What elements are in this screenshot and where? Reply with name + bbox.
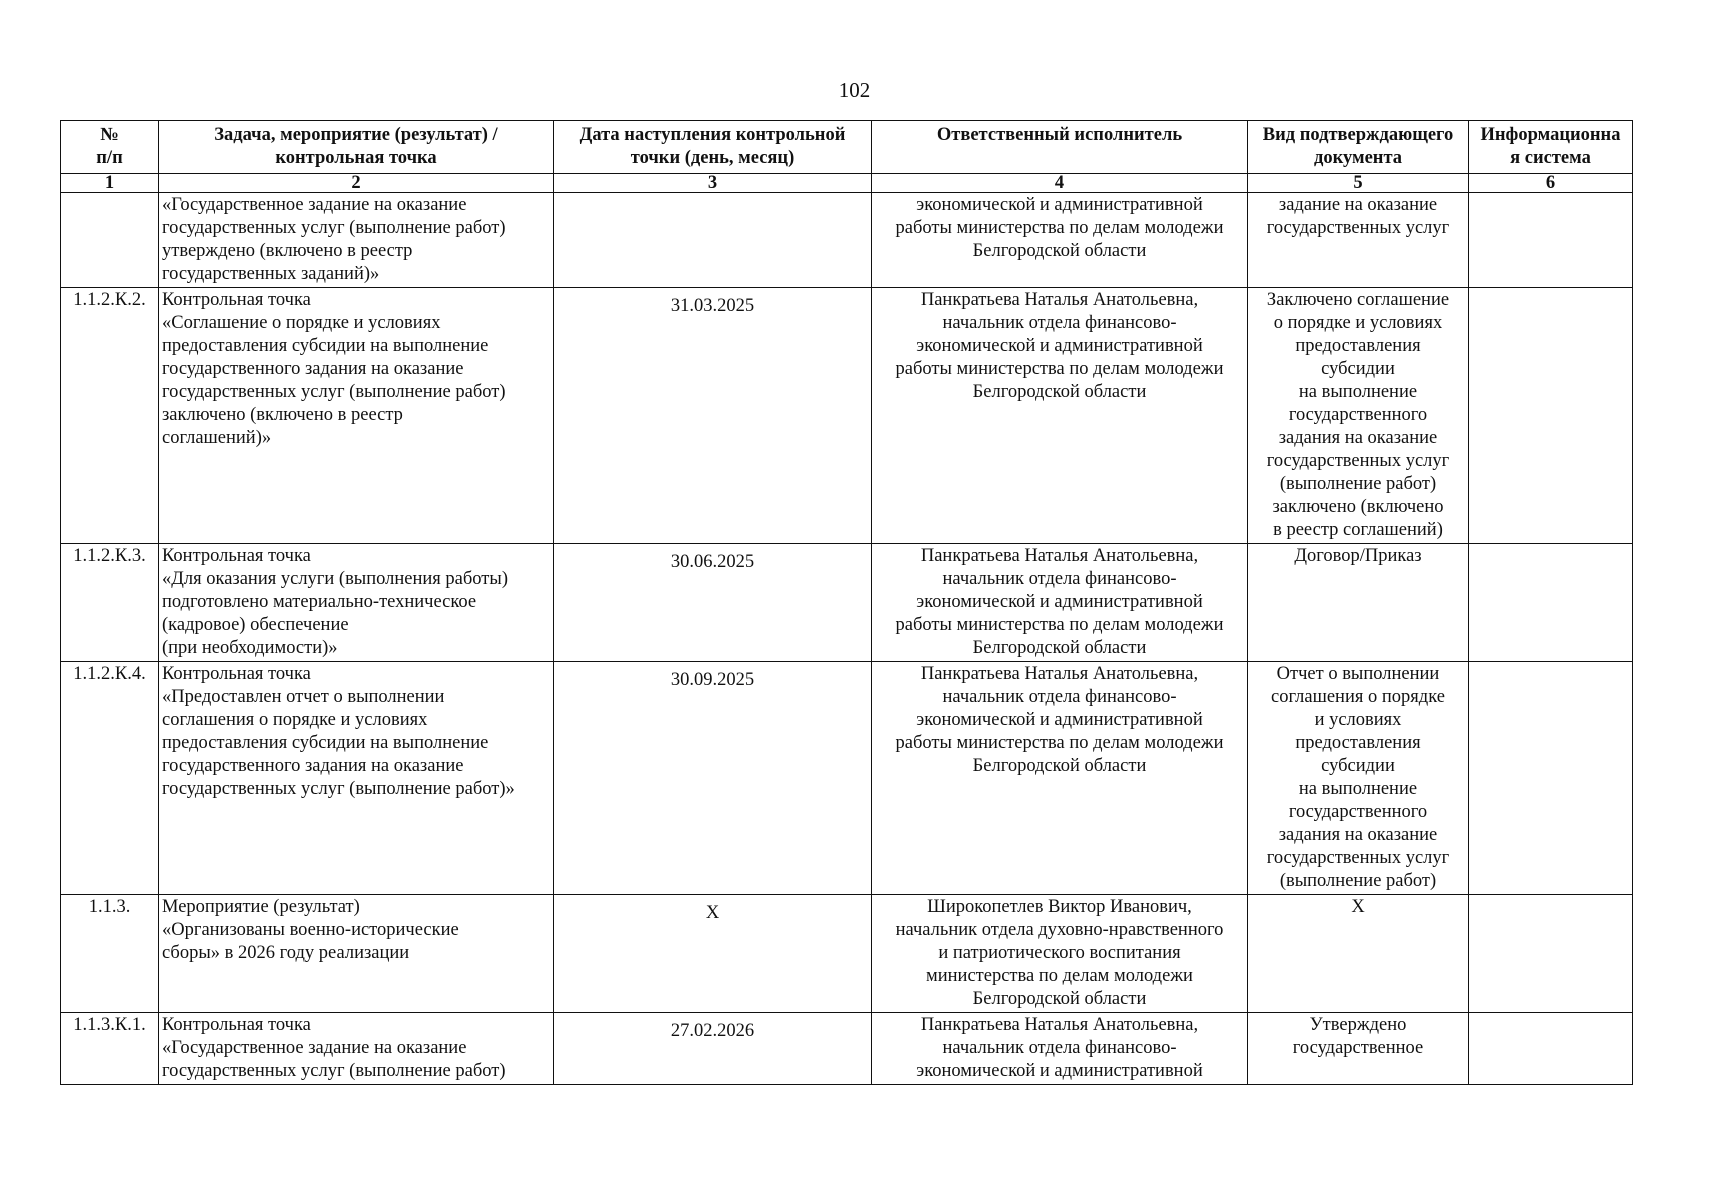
text-line: (выполнение работ) [1279,474,1437,494]
table-row [61,662,1633,895]
row-number-text: 1.1.2.К.3. [73,546,146,566]
executor-cell [872,1013,1248,1085]
text-line: п/п [96,148,123,168]
row-number-text: 1.1.3. [88,897,131,917]
executor-cell [872,288,1248,544]
date-cell [554,1013,872,1085]
executor-cell [872,193,1248,288]
info-system-cell [1469,193,1633,288]
executor-cell [872,662,1248,895]
date-cell [554,544,872,662]
text-line: начальник отдела финансово- [942,313,1177,333]
control-points-table [60,120,1633,1085]
row-number-cell [61,662,159,895]
text-line: «Государственное задание на оказание [162,1038,467,1058]
table-header-row [61,121,1633,174]
header-info-system [1469,121,1633,174]
text-line: государственных услуг (выполнение работ) [162,1061,506,1081]
column-number: 3 [554,174,872,193]
text-line: Дата наступления контрольной [579,125,846,145]
text-line: начальник отдела финансово- [942,687,1177,707]
text-line: (кадровое) обеспечение [162,615,349,635]
date-cell [554,662,872,895]
page-number: 102 [838,78,871,102]
text-line: экономической и административной [916,1061,1203,1081]
text-line: соглашений)» [162,428,272,448]
row-number-cell [61,1013,159,1085]
header-date [554,121,872,174]
text-line: контрольная точка [275,148,437,168]
text-line: и условиях [1314,710,1402,730]
column-numbers-row [61,174,1633,193]
text-line: субсидии [1321,756,1395,776]
text-line: работы министерства по делам молодежи [895,359,1224,379]
executor-cell [872,544,1248,662]
header-document [1248,121,1469,174]
text-line: Широкопетлев Виктор Иванович, [927,897,1192,917]
text-line: задания на оказание [1278,428,1438,448]
text-line: «Организованы военно-исторические [162,920,459,940]
text-line: «Предоставлен отчет о выполнении [162,687,445,707]
text-line: министерства по делам молодежи [926,966,1193,986]
text-line: государственного задания на оказание [162,359,464,379]
text-line: экономической и административной [916,336,1203,356]
table-row [61,288,1633,544]
text-line: Мероприятие (результат) [162,897,360,917]
header-executor [872,121,1248,174]
task-cell [159,895,554,1013]
text-line: сборы» в 2026 году реализации [162,943,410,963]
text-line: Отчет о выполнении [1276,664,1440,684]
document-cell [1248,895,1469,1013]
text-line: государственного задания на оказание [162,756,464,776]
text-line: государственного [1288,405,1428,425]
text-line: работы министерства по делам молодежи [895,218,1224,238]
text-line: экономической и административной [916,195,1203,215]
text-line: начальник отдела финансово- [942,569,1177,589]
text-line: работы министерства по делам молодежи [895,733,1224,753]
text-line: государственных услуг (выполнение работ) [162,382,506,402]
text-line: государственных услуг (выполнение работ) [162,218,506,238]
row-number-cell [61,544,159,662]
text-line: Задача, мероприятие (результат) / [214,125,498,145]
date-cell [554,895,872,1013]
date-text: 31.03.2025 [670,296,755,316]
text-line: государственных услуг [1266,848,1450,868]
text-line: соглашения о порядке и условиях [162,710,428,730]
info-system-cell [1469,662,1633,895]
text-line: Белгородской области [972,241,1147,261]
text-line: в реестр соглашений) [1273,520,1443,540]
text-line: начальник отдела духовно-нравственного [895,920,1224,940]
date-text: 30.09.2025 [670,670,755,690]
text-line: Панкратьева Наталья Анатольевна, [920,1015,1199,1035]
text-line: предоставления субсидии на выполнение [162,733,489,753]
row-number-cell [61,895,159,1013]
text-line: задание на оказание [1278,195,1438,215]
header-task [159,121,554,174]
text-line: заключено (включено [1272,497,1444,517]
text-line: экономической и административной [916,592,1203,612]
date-cell [554,288,872,544]
column-number: 6 [1469,174,1633,193]
text-line: задания на оказание [1278,825,1438,845]
text-line: «Государственное задание на оказание [162,195,467,215]
text-line: точки (день, месяц) [630,148,795,168]
text-line: о порядке и условиях [1273,313,1443,333]
date-text: X [705,903,720,923]
text-line: Утверждено [1309,1015,1407,1035]
text-line: предоставления субсидии на выполнение [162,336,489,356]
column-number: 1 [61,174,159,193]
text-line: «Соглашение о порядке и условиях [162,313,441,333]
column-number: 2 [159,174,554,193]
text-line: подготовлено материально-техническое [162,592,477,612]
header-number [61,121,159,174]
text-line: соглашения о порядке [1271,687,1445,707]
text-line: субсидии [1321,359,1395,379]
date-cell [554,193,872,288]
info-system-cell [1469,288,1633,544]
text-line: государственных услуг (выполнение работ)» [162,779,515,799]
text-line: заключено (включено в реестр [162,405,403,425]
task-cell [159,288,554,544]
text-line: № [100,125,119,145]
text-line: (выполнение работ) [1279,871,1437,891]
info-system-cell [1469,544,1633,662]
table-row [61,544,1633,662]
text-line: Белгородской области [972,989,1147,1009]
text-line: Контрольная точка [162,1015,311,1035]
text-line: «Для оказания услуги (выполнения работы) [162,569,508,589]
text-line: (при необходимости)» [162,638,338,658]
text-line: начальник отдела финансово- [942,1038,1177,1058]
text-line: предоставления [1295,336,1421,356]
text-line: документа [1313,148,1403,168]
table-row [61,895,1633,1013]
document-cell [1248,662,1469,895]
document-cell [1248,288,1469,544]
text-line: Контрольная точка [162,664,311,684]
text-line: Панкратьева Наталья Анатольевна, [920,546,1199,566]
info-system-cell [1469,1013,1633,1085]
text-line: на выполнение [1298,779,1418,799]
task-cell [159,1013,554,1085]
text-line: Информационна [1480,125,1621,145]
text-line: Белгородской области [972,638,1147,658]
task-cell [159,193,554,288]
date-text: 30.06.2025 [670,552,755,572]
table-row [61,193,1633,288]
info-system-cell [1469,895,1633,1013]
text-line: Договор/Приказ [1294,546,1422,566]
executor-cell [872,895,1248,1013]
row-number-cell [61,288,159,544]
text-line: государственных услуг [1266,218,1450,238]
text-line: Панкратьева Наталья Анатольевна, [920,664,1199,684]
text-line: и патриотического воспитания [938,943,1181,963]
task-cell [159,544,554,662]
row-number-cell [61,193,159,288]
task-cell [159,662,554,895]
text-line: государственное [1292,1038,1424,1058]
row-number-text: 1.1.2.К.2. [73,290,146,310]
table-body [61,193,1633,1085]
document-cell [1248,544,1469,662]
date-text: 27.02.2026 [670,1021,755,1041]
text-line: Вид подтверждающего [1262,125,1454,145]
text-line: Белгородской области [972,756,1147,776]
text-line: Белгородской области [972,382,1147,402]
row-number-text: 1.1.3.К.1. [73,1015,146,1035]
text-line: Панкратьева Наталья Анатольевна, [920,290,1199,310]
text-line: на выполнение [1298,382,1418,402]
text-line: X [1351,897,1365,917]
table-row [61,1013,1633,1085]
text-line: экономической и административной [916,710,1203,730]
text-line: утверждено (включено в реестр [162,241,413,261]
text-line: Заключено соглашение [1266,290,1450,310]
document-cell [1248,1013,1469,1085]
text-line: работы министерства по делам молодежи [895,615,1224,635]
document-cell [1248,193,1469,288]
text-line: предоставления [1295,733,1421,753]
row-number-text: 1.1.2.К.4. [73,664,146,684]
text-line: Контрольная точка [162,290,311,310]
text-line: государственных заданий)» [162,264,380,284]
text-line: государственных услуг [1266,451,1450,471]
text-line: Ответственный исполнитель [936,125,1183,145]
text-line: государственного [1288,802,1428,822]
column-number: 4 [872,174,1248,193]
column-number: 5 [1248,174,1469,193]
text-line: я система [1510,148,1591,168]
text-line: Контрольная точка [162,546,311,566]
